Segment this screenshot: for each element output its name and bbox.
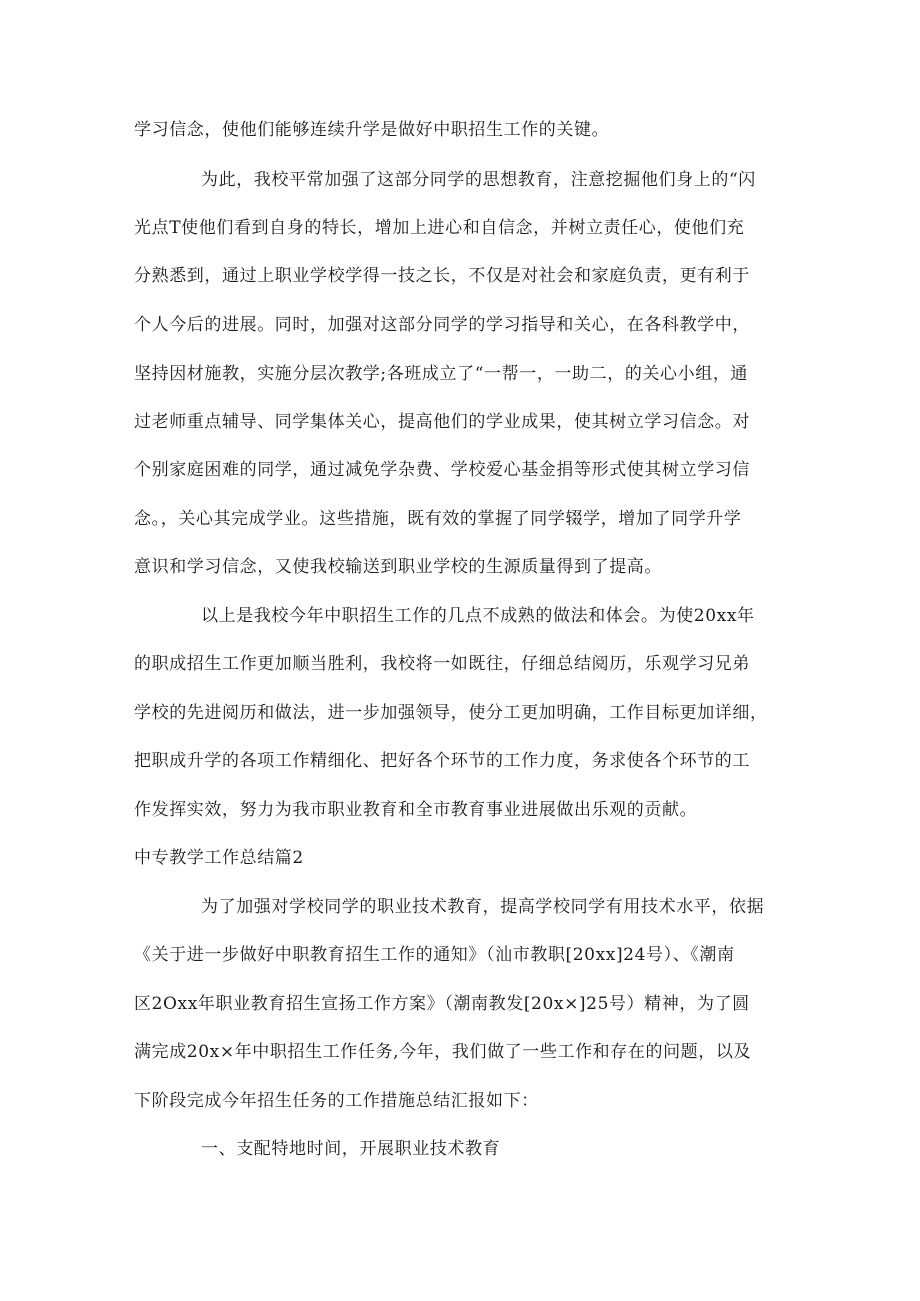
paragraph-line: 意识和学习信念，又使我校输送到职业学校的生源质量得到了提高。 xyxy=(134,557,662,577)
paragraph-line: 个别家庭困难的同学，通过减免学杂费、学校爱心基金捐等形式使其树立学习信 xyxy=(134,460,750,480)
paragraph-line: 把职成升学的各项工作精细化、把好各个环节的工作力度，务求使各个环节的工 xyxy=(134,751,750,771)
paragraph-line: 区2Oxx年职业教育招生宣扬工作方案》（潮南教发[20x×]25号）精神，为了圆 xyxy=(134,994,750,1014)
subsection-heading: 一、支配特地时间，开展职业技术教育 xyxy=(201,1139,501,1159)
paragraph-line: 个人今后的进展。同时，加强对这部分同学的学习指导和关心，在各科教学中， xyxy=(134,315,750,335)
paragraph-line: 分熟悉到，通过上职业学校学得一技之长，不仅是对社会和家庭负责，更有利于 xyxy=(134,266,750,286)
section-heading: 中专教学工作总结篇2 xyxy=(134,848,304,868)
paragraph-line: 满完成20x×年中职招生工作任务,今年，我们做了一些工作和存在的问题，以及 xyxy=(134,1042,752,1062)
paragraph-line: 念。，关心其完成学业。这些措施，既有效的掌握了同学辍学，增加了同学升学 xyxy=(134,509,742,529)
paragraph-line: 下阶段完成今年招生任务的工作措施总结汇报如下： xyxy=(134,1091,539,1111)
paragraph-line: 过老师重点辅导、同学集体关心，提高他们的学业成果，使其树立学习信念。对 xyxy=(134,412,750,432)
paragraph-line: 为此，我校平常加强了这部分同学的思想教育，注意挖掘他们身上的“闪 xyxy=(201,170,756,190)
paragraph-line: 为了加强对学校同学的职业技术教育，提高学校同学有用技术水平，依据 xyxy=(201,897,765,917)
paragraph-line: 的职成招生工作更加顺当胜利，我校将一如既往，仔细总结阅历，乐观学习兄弟 xyxy=(134,654,750,674)
paragraph-line: 《关于进一步做好中职教育招生工作的通知》（汕市教职[20xx]24号）、《潮南 xyxy=(134,945,735,965)
paragraph-line: 以上是我校今年中职招生工作的几点不成熟的做法和体会。为使20xx年 xyxy=(201,606,755,626)
paragraph-line: 学习信念，使他们能够连续升学是做好中职招生工作的关键。 xyxy=(134,120,610,140)
paragraph-line: 学校的先进阅历和做法，进一步加强领导，使分工更加明确，工作目标更加详细， xyxy=(134,703,768,723)
paragraph-line: 光点T使他们看到自身的特长，增加上进心和自信念，并树立责任心，使他们充 xyxy=(134,218,745,238)
paragraph-line: 作发挥实效，努力为我市职业教育和全市教育事业进展做出乐观的贡献。 xyxy=(134,800,698,820)
paragraph-line: 坚持因材施教，实施分层次教学;各班成立了“一帮一，一助二，的关心小组，通 xyxy=(134,364,749,384)
